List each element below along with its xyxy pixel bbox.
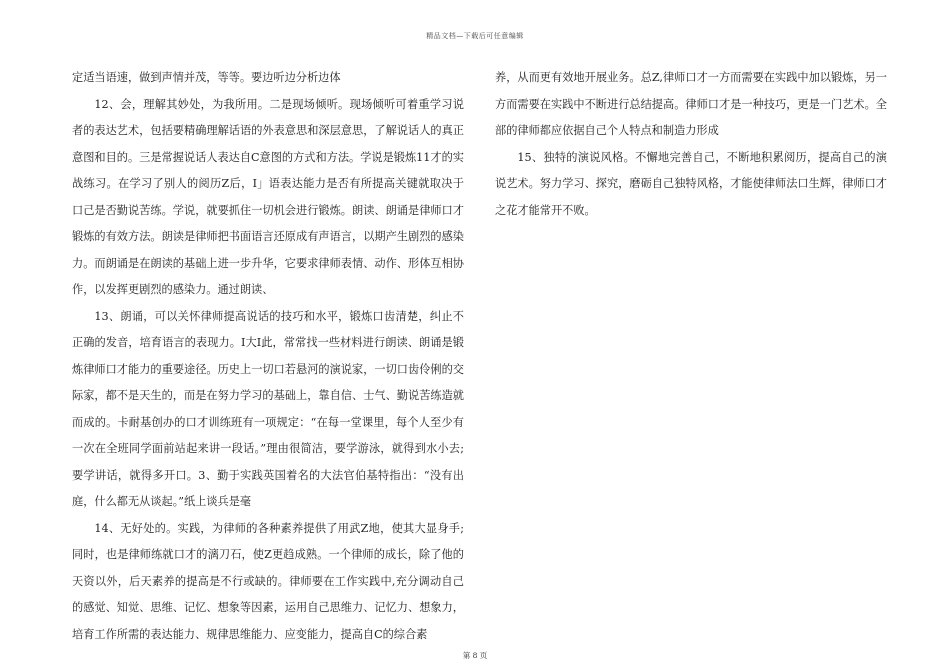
- paragraph-15: 15、独特的演说风格。不懈地完善自己，不断地积累阅历，提高自己的演说艺术。努力学习、探究，磨砺自己独特风格，才能使律师法口生辉，律师口才之花才能常开不败。: [495, 150, 887, 217]
- paragraph-12: 12、会，理解其妙处，为我所用。二是现场倾听。现场倾听可着重学习说者的表达艺术，包括要精确理解话语的外表意思和深层意思，了解说话人的真正意图和目的。三是常握说话人表达自C意图的方式和方法。学说是锻炼11才的实战练习。在学习了别人的阅历Z后，I」语表达能力是否有所提高关键就取决于口己是否勤说苦练。学说，就要抓住一切机会进行锻炼。朗读、朗诵是律师口才锻炼的有效方法。朗读是律师把书面语言还原成有声语言，以期产生剧烈的感染力。而朗诵是在朗读的基础上进一步升华，它要求律师表情、动作、形体互相协作，以发挥更剧烈的感染力。通过朗读、: [72, 97, 464, 296]
- header-text: 精品文档—下载后可任意编辑: [426, 32, 524, 40]
- paragraph-continuation: 定适当语速，做到声情并茂，等等。要边听边分析边体: [72, 71, 341, 84]
- page-header: [0, 31, 950, 41]
- paragraph-14: 14、无好处的。实践，为律师的各种素养提供了用武Z地，使其大显身手;同时，也是律师练就口才的漓刀石，使Z更趋成熟。一个律师的成长，除了他的天资以外，后天素养的提高是不行或缺的。律师要在工作实践中,充分调动自己的感觉、知觉、思维、记忆、想象等因素，运用自己思维力、记忆力、想象力，培育工作所需的表达能力、规律思维能力、应变能力，提高自C的综合素: [72, 521, 464, 641]
- right-column: [495, 65, 887, 224]
- page-footer: [0, 650, 950, 661]
- paragraph-continuation-right: 养，从而更有效地开展业务。总Z,律师口才一方而需要在实践中加以锻炼，另一方而需要在实践中不断进行总结提高。律师口才是一种技巧，更是一门艺术。全部的律师都应依据自己个人特点和制造力形成: [495, 71, 887, 137]
- page-number: 第 8 页: [462, 651, 488, 660]
- left-column: [72, 65, 464, 648]
- paragraph-13: 13、朗诵，可以关怀律师提高说话的技巧和水平，锻炼口齿清楚，纠止不正确的发音，培育语言的表现力。I大I此，常常找一些材料进行朗读、朗诵是锻炼律师口才能力的重要途径。历史上一切口若悬河的演说家，一切口齿伶俐的交际家，都不是天生的，而是在努力学习的基础上，靠自信、士气、勤说苦练造就而成的。卡耐基创办的口才训练班有一项规定：“在每一堂课里，每个人至少有一次在全班同学面前站起来讲一段话。”理由很简洁，要学游泳，就得到水小去;要学讲话，就得多开口。3、勤于实践英国着名的大法官伯基特指出：“没有出庭，什么都无从谈起。”纸上谈兵是毫: [72, 309, 464, 508]
